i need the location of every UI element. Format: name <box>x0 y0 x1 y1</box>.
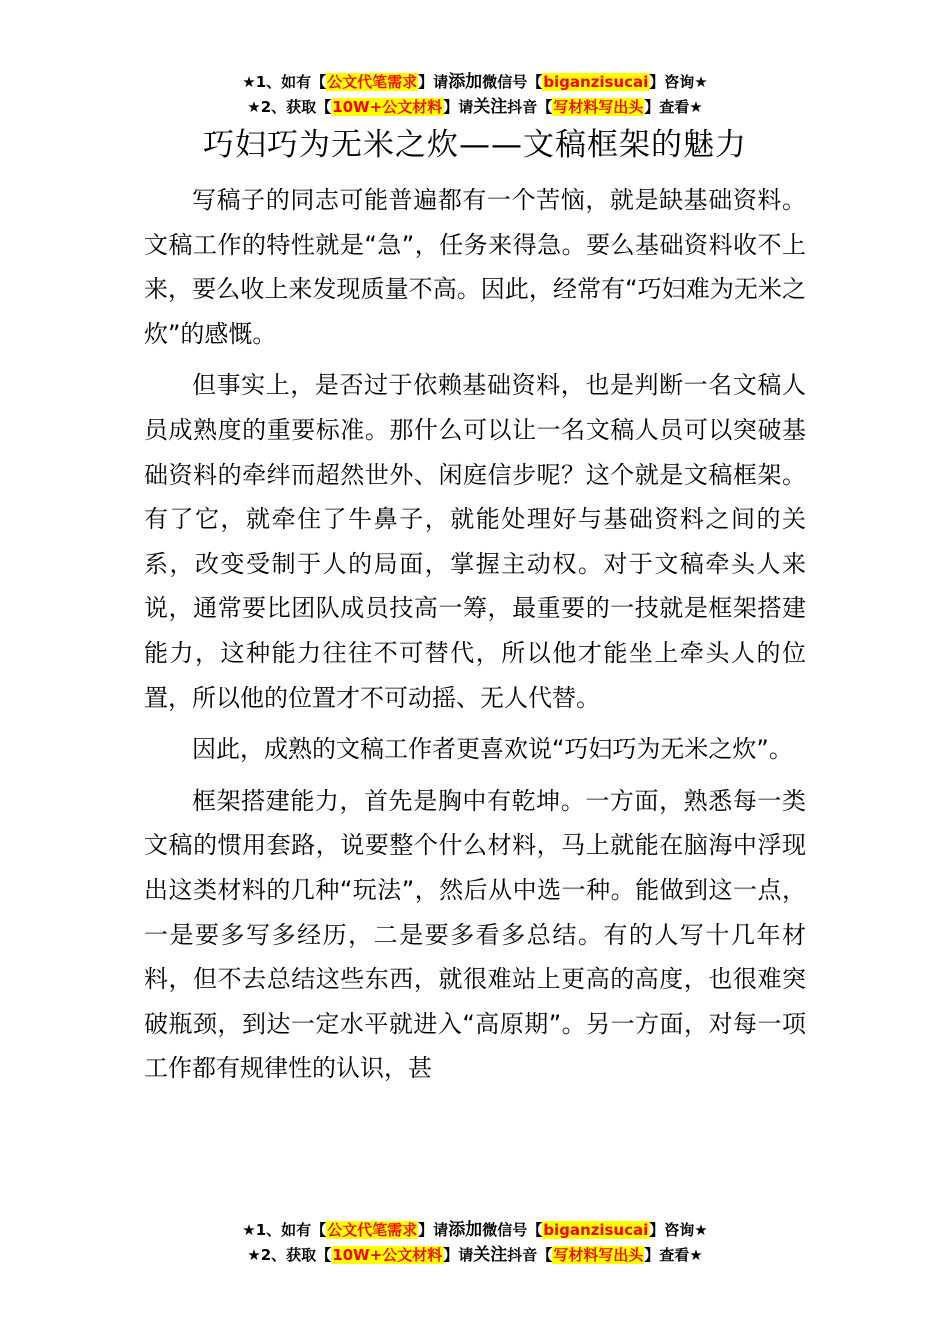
banner-line-1-prefix: ★1、如有【 <box>242 73 327 91</box>
footer-line-2-middle: 】请 <box>443 1246 474 1264</box>
footer-line-1-middle-2: 微信号【 <box>482 1221 543 1239</box>
emphasis-add: 添加 <box>448 72 483 92</box>
banner-line-2-prefix: ★2、获取【 <box>247 98 332 116</box>
emphasis-follow: 关注 <box>473 97 508 117</box>
footer-line-2-middle-2: 抖音【 <box>507 1246 553 1264</box>
banner-line-1 <box>0 70 950 95</box>
footer-banner <box>0 1218 950 1268</box>
banner-line-2-middle-2: 抖音【 <box>507 98 553 116</box>
footer-line-1-suffix: 】咨询★ <box>649 1221 708 1239</box>
highlight-wechat-id: biganzisucai <box>543 73 649 91</box>
highlight-writing-service: 公文代笔需求 <box>327 73 418 91</box>
paragraph-2: 但事实上，是否过于依赖基础资料，也是判断一名文稿人员成熟度的重要标准。那什么可以让一名文稿人员可以突破基础资料的牵绊而超然世外、闲庭信步呢？这个就是文稿框架。有了它，就牵住了牛鼻子，就能处理好与基础资料之间的关系，改变受制于人的局面，掌握主动权。对于文稿牵头人来说，通常要比团队成员技高一筹，最重要的一技就是框架搭建能力，这种能力往往不可替代，所以他才能坐上牵头人的位置，所以他的位置才不可动摇、无人代替。 <box>144 371 806 712</box>
banner-line-1-middle-2: 微信号【 <box>482 73 543 91</box>
footer-banner-line-2 <box>0 1243 950 1268</box>
footer-line-1-prefix: ★1、如有【 <box>242 1221 327 1239</box>
paragraph-3: 因此，成熟的文稿工作者更喜欢说“巧妇巧为无米之炊”。 <box>192 735 793 764</box>
footer-line-2-suffix: 】查看★ <box>644 1246 703 1264</box>
footer-highlight-douyin-account: 写材料写出头 <box>553 1246 644 1264</box>
highlight-douyin-account: 写材料写出头 <box>553 98 644 116</box>
footer-line-2-prefix: ★2、获取【 <box>247 1246 332 1264</box>
footer-line-1-middle: 】请 <box>418 1221 449 1239</box>
header-banner <box>0 70 950 120</box>
footer-highlight-wechat-id: biganzisucai <box>543 1221 649 1239</box>
paragraph-4: 框架搭建能力，首先是胸中有乾坤。一方面，熟悉每一类文稿的惯用套路，说要整个什么材料，马上就能在脑海中浮现出这类材料的几种“玩法”，然后从中选一种。能做到这一点，一是要多写多经历，二是要多看多总结。有的人写十几年材料，但不去总结这些东西，就很难站上更高的高度，也很难突破瓶颈，到达一定水平就进入“高原期”。另一方面，对每一项工作都有规律性的认识，甚 <box>144 786 806 1083</box>
banner-line-1-suffix: 】咨询★ <box>649 73 708 91</box>
footer-emphasis-add: 添加 <box>448 1220 483 1240</box>
paragraph-1: 写稿子的同志可能普遍都有一个苦恼，就是缺基础资料。文稿工作的特性就是“急”，任务来得急。要么基础资料收不上来，要么收上来发现质量不高。因此，经常有“巧妇难为无米之炊”的感慨。 <box>144 186 806 348</box>
footer-highlight-writing-service: 公文代笔需求 <box>327 1221 418 1239</box>
footer-emphasis-follow: 关注 <box>473 1245 508 1265</box>
banner-line-2-suffix: 】查看★ <box>644 98 703 116</box>
document-body <box>144 178 806 1098</box>
highlight-materials: 10W+公文材料 <box>332 98 443 116</box>
banner-line-2-middle: 】请 <box>443 98 474 116</box>
footer-highlight-materials: 10W+公文材料 <box>332 1246 443 1264</box>
banner-line-2 <box>0 95 950 120</box>
document-title: 巧妇巧为无米之炊——文稿框架的魅力 <box>203 127 747 163</box>
banner-line-1-middle: 】请 <box>418 73 449 91</box>
footer-banner-line-1 <box>0 1218 950 1243</box>
